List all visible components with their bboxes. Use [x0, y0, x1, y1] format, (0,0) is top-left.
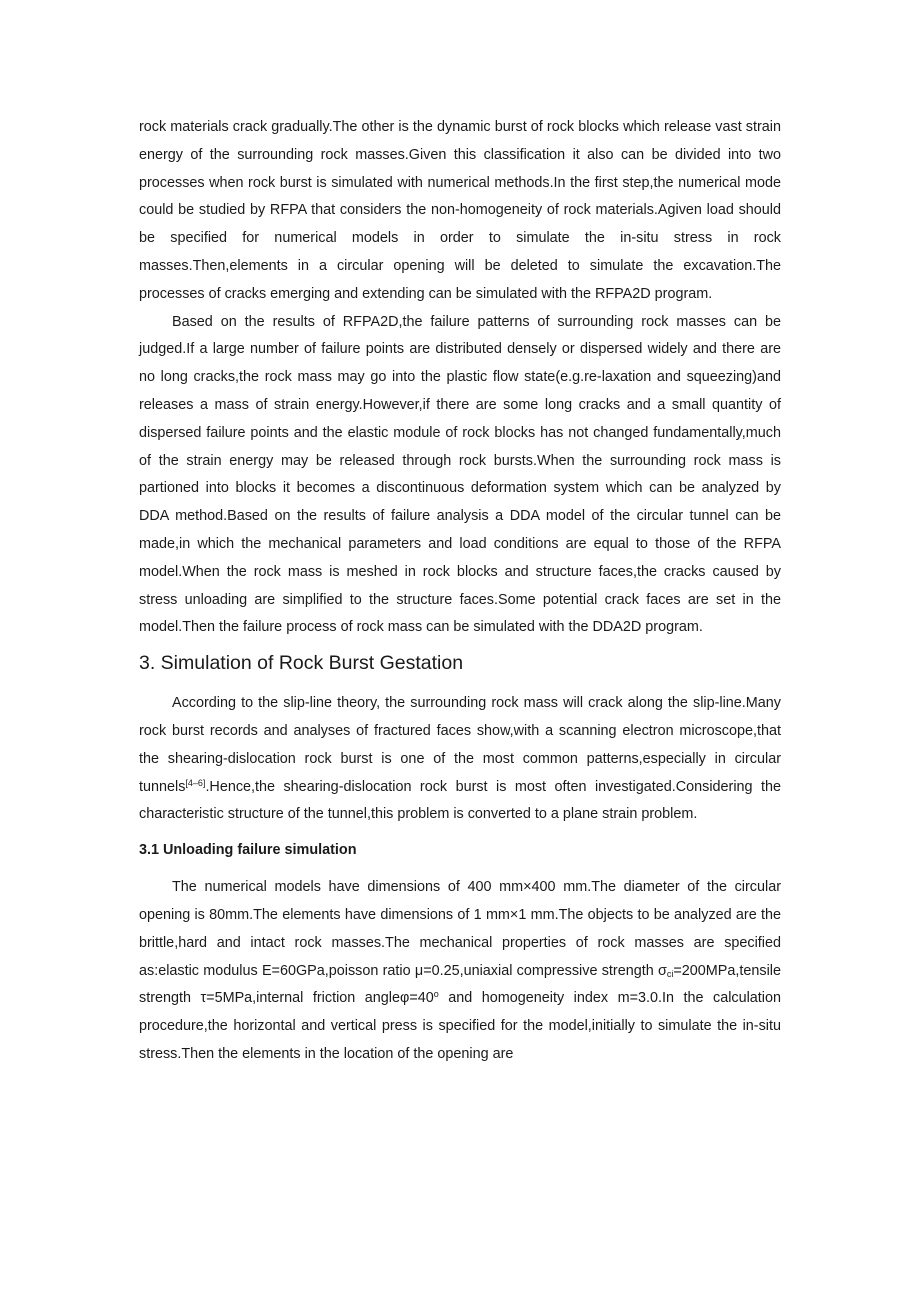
paragraph-text: and homogeneity index m=3.0.In the calculation procedure,the horizontal and vertical press is specified for the model,initially to simulate the in-situ stress.Then the elements in the location of the opening are — [139, 990, 781, 1062]
citation-reference: [4–6] — [185, 777, 206, 788]
paragraph-text: .Hence,the shearing-dislocation rock burst is most often investigated.Considering the characteristic structure of the tunnel,this problem is converted to a plane strain problem. — [139, 778, 781, 823]
paragraph-text: =200MPa,tensile strength τ=5MPa,internal friction angleφ=40 — [139, 962, 781, 1007]
paragraph-numerical-models — [139, 874, 781, 1069]
sigma-subscript: ci — [666, 968, 674, 979]
paragraph-text: The numerical models have dimensions of 400 mm×400 mm.The diameter of the circular opening is 80mm.The elements have dimensions of 1 mm×1 mm.The objects to be analyzed are the brittle,hard and intact rock masses.The mechanical properties of rock masses are specified as:elastic modulus E=60GPa,poisson ratio μ=0.25,uniaxial compressive strength σ — [139, 879, 781, 979]
paragraph-text: According to the slip-line theory, the surrounding rock mass will crack along the slip-line.Many rock burst records and analyses of fractured faces show,with a scanning electron microscope,that the shearing-dislocation rock burst is one of the most common patterns,especially in circular tunnels — [139, 695, 781, 795]
page-body — [139, 114, 781, 1069]
subsection-heading-unloading: 3.1 Unloading failure simulation — [139, 842, 357, 859]
paragraph-rfpa-results: Based on the results of RFPA2D,the failure patterns of surrounding rock masses can be judged.If a large number of failure points are distributed densely or dispersed widely and there are no long cracks,the rock mass may go into the plastic flow state(e.g.re-laxation and squeezing)and releases a mass of strain energy.However,if there are some long cracks and a small quantity of dispersed failure points and the elastic module of rock blocks has not changed fundamentally,much of the strain energy may be released through rock bursts.When the surrounding rock mass is partioned into blocks it becomes a discontinuous deformation system which can be analyzed by DDA method.Based on the results of failure analysis a DDA model of the circular tunnel can be made,in which the mechanical parameters and load conditions are equal to those of the RFPA model.When the rock mass is meshed in rock blocks and structure faces,the cracks caused by stress unloading are simplified to the structure faces.Some potential crack faces are set in the model.Then the failure process of rock mass can be simulated with the DDA2D program. — [139, 313, 781, 636]
degree-superscript: o — [433, 989, 439, 1000]
paragraph-rock-crack-process: rock materials crack gradually.The other is the dynamic burst of rock blocks which release vast strain energy of the surrounding rock masses.Given this classification it also can be divided into two processes when rock burst is simulated with numerical methods.In the first step,the numerical mode could be studied by RFPA that considers the non-homogeneity of rock materials.Agiven load should be specified for numerical models in order to simulate the in-situ stress in rock masses.Then,elements in a circular opening will be deleted to simulate the excavation.The processes of cracks emerging and extending can be simulated with the RFPA2D program. — [139, 119, 781, 302]
paragraph-slip-line-theory — [139, 690, 781, 829]
section-heading-simulation: 3. Simulation of Rock Burst Gestation — [139, 652, 464, 675]
